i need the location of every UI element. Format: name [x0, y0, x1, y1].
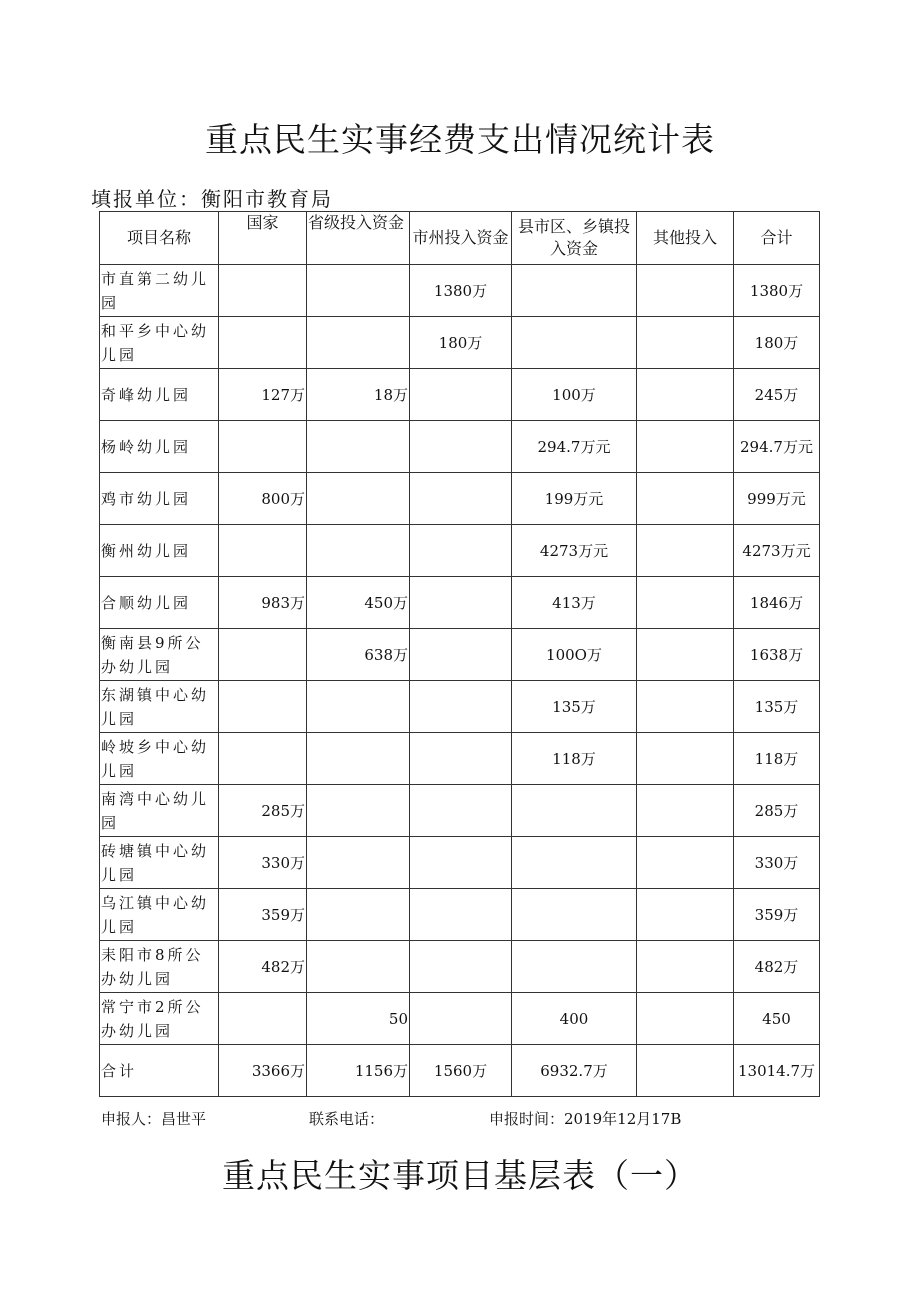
header-project-name: 项目名称	[100, 212, 219, 265]
cell-other	[637, 629, 734, 681]
table-row	[100, 421, 820, 473]
cell-national: 359万	[219, 889, 307, 941]
cell-county	[512, 837, 637, 889]
expense-table	[99, 211, 820, 1097]
cell-province	[307, 525, 410, 577]
cell-national	[219, 733, 307, 785]
cell-total: 245万	[734, 369, 820, 421]
reporting-unit: 填报单位：衡阳市教育局	[91, 187, 333, 211]
cell-national	[219, 421, 307, 473]
cell-county	[512, 941, 637, 993]
cell-city	[410, 889, 512, 941]
cell-national	[219, 681, 307, 733]
cell-name: 杨岭幼儿园	[100, 421, 219, 473]
cell-national	[219, 525, 307, 577]
cell-province	[307, 733, 410, 785]
cell-other	[637, 837, 734, 889]
cell-other	[637, 1045, 734, 1097]
cell-county	[512, 265, 637, 317]
header-province: 省级投入资金	[307, 212, 410, 265]
cell-county: 400	[512, 993, 637, 1045]
cell-name: 合顺幼儿园	[100, 577, 219, 629]
cell-national: 482万	[219, 941, 307, 993]
table-row	[100, 681, 820, 733]
cell-other	[637, 681, 734, 733]
cell-county	[512, 889, 637, 941]
table-row	[100, 993, 820, 1045]
header-total: 合计	[734, 212, 820, 265]
cell-other	[637, 733, 734, 785]
cell-total: 482万	[734, 941, 820, 993]
secondary-title: 重点民生实事项目基层表（一）	[222, 1156, 698, 1195]
cell-national: 285万	[219, 785, 307, 837]
table-row	[100, 837, 820, 889]
cell-national	[219, 317, 307, 369]
cell-city	[410, 785, 512, 837]
cell-province	[307, 837, 410, 889]
contact-phone: 联系电话：	[309, 1110, 385, 1128]
cell-name: 常宁市2所公办幼儿园	[100, 993, 219, 1045]
cell-national: 330万	[219, 837, 307, 889]
cell-total: 13014.7万	[734, 1045, 820, 1097]
cell-other	[637, 369, 734, 421]
table-row	[100, 265, 820, 317]
cell-name: 耒阳市8所公办幼儿园	[100, 941, 219, 993]
header-other: 其他投入	[637, 212, 734, 265]
cell-national: 983万	[219, 577, 307, 629]
cell-total: 294.7万元	[734, 421, 820, 473]
cell-city	[410, 837, 512, 889]
cell-county: 4273万元	[512, 525, 637, 577]
table-header-row	[100, 212, 820, 265]
cell-total: 359万	[734, 889, 820, 941]
cell-name: 合计	[100, 1045, 219, 1097]
cell-total: 1846万	[734, 577, 820, 629]
cell-county	[512, 317, 637, 369]
reporter: 申报人：昌世平	[101, 1110, 207, 1128]
cell-total: 135万	[734, 681, 820, 733]
cell-other	[637, 473, 734, 525]
cell-national	[219, 993, 307, 1045]
cell-total: 1638万	[734, 629, 820, 681]
cell-city	[410, 733, 512, 785]
table-row	[100, 733, 820, 785]
cell-other	[637, 525, 734, 577]
cell-name: 南湾中心幼儿园	[100, 785, 219, 837]
cell-national: 127万	[219, 369, 307, 421]
report-date: 申报时间：2019年12月17B	[489, 1110, 682, 1128]
cell-total: 285万	[734, 785, 820, 837]
cell-name: 和平乡中心幼儿园	[100, 317, 219, 369]
cell-province	[307, 785, 410, 837]
cell-name: 衡州幼儿园	[100, 525, 219, 577]
cell-other	[637, 941, 734, 993]
table-row	[100, 1045, 820, 1097]
cell-total: 1380万	[734, 265, 820, 317]
cell-city	[410, 369, 512, 421]
cell-province	[307, 681, 410, 733]
cell-province	[307, 421, 410, 473]
cell-province: 50	[307, 993, 410, 1045]
cell-city: 1560万	[410, 1045, 512, 1097]
cell-province	[307, 889, 410, 941]
table-row	[100, 941, 820, 993]
cell-province: 1156万	[307, 1045, 410, 1097]
table-row	[100, 473, 820, 525]
cell-city	[410, 941, 512, 993]
table-row	[100, 525, 820, 577]
cell-city	[410, 473, 512, 525]
cell-county: 294.7万元	[512, 421, 637, 473]
cell-city	[410, 421, 512, 473]
cell-other	[637, 993, 734, 1045]
table-row	[100, 889, 820, 941]
cell-name: 衡南县9所公办幼儿园	[100, 629, 219, 681]
table-row	[100, 317, 820, 369]
page-title: 重点民生实事经费支出情况统计表	[205, 120, 715, 159]
cell-national	[219, 629, 307, 681]
cell-province	[307, 317, 410, 369]
table-row	[100, 785, 820, 837]
cell-province	[307, 473, 410, 525]
cell-name: 东湖镇中心幼儿园	[100, 681, 219, 733]
cell-province: 450万	[307, 577, 410, 629]
cell-name: 乌江镇中心幼儿园	[100, 889, 219, 941]
cell-national: 3366万	[219, 1045, 307, 1097]
table-row	[100, 629, 820, 681]
cell-county: 199万元	[512, 473, 637, 525]
cell-county: 135万	[512, 681, 637, 733]
cell-province: 18万	[307, 369, 410, 421]
cell-name: 岭坡乡中心幼儿园	[100, 733, 219, 785]
cell-city: 1380万	[410, 265, 512, 317]
cell-name: 砖塘镇中心幼儿园	[100, 837, 219, 889]
cell-total: 999万元	[734, 473, 820, 525]
cell-province	[307, 941, 410, 993]
cell-city	[410, 629, 512, 681]
cell-county: 118万	[512, 733, 637, 785]
table-row	[100, 577, 820, 629]
cell-national	[219, 265, 307, 317]
cell-total: 4273万元	[734, 525, 820, 577]
cell-total: 118万	[734, 733, 820, 785]
cell-city	[410, 681, 512, 733]
cell-county: 413万	[512, 577, 637, 629]
cell-county: 6932.7万	[512, 1045, 637, 1097]
header-city: 市州投入资金	[410, 212, 512, 265]
cell-other	[637, 265, 734, 317]
cell-city: 180万	[410, 317, 512, 369]
cell-county	[512, 785, 637, 837]
cell-other	[637, 577, 734, 629]
cell-national: 800万	[219, 473, 307, 525]
cell-total: 330万	[734, 837, 820, 889]
cell-total: 450	[734, 993, 820, 1045]
cell-province: 638万	[307, 629, 410, 681]
cell-other	[637, 421, 734, 473]
cell-province	[307, 265, 410, 317]
cell-other	[637, 317, 734, 369]
cell-city	[410, 577, 512, 629]
cell-other	[637, 785, 734, 837]
header-county: 县市区、乡镇投入资金	[512, 212, 637, 265]
header-national: 国家	[219, 212, 307, 265]
cell-name: 鸡市幼儿园	[100, 473, 219, 525]
table-row	[100, 369, 820, 421]
cell-total: 180万	[734, 317, 820, 369]
cell-other	[637, 889, 734, 941]
cell-name: 市直第二幼儿园	[100, 265, 219, 317]
cell-county: 100万	[512, 369, 637, 421]
cell-county: 100O万	[512, 629, 637, 681]
cell-city	[410, 525, 512, 577]
cell-name: 奇峰幼儿园	[100, 369, 219, 421]
cell-city	[410, 993, 512, 1045]
